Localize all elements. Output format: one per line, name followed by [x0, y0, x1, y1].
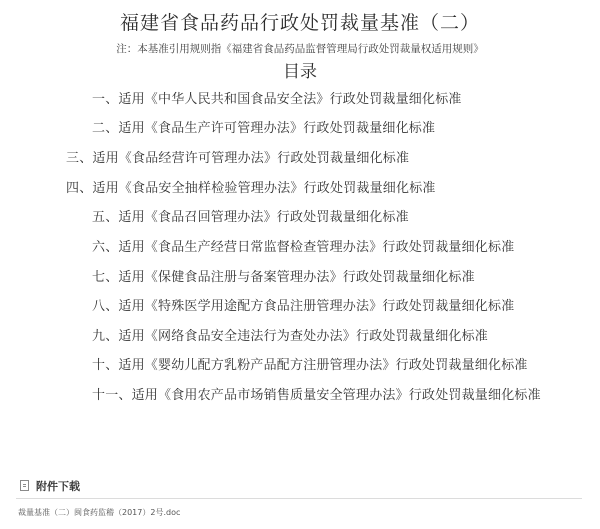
toc-item-7: 七、适用《保健食品注册与备案管理办法》行政处罚裁量细化标准 [92, 270, 475, 285]
attachment-title: 附件下载 [36, 480, 80, 493]
toc-item-6: 六、适用《食品生产经营日常监督检查管理办法》行政处罚裁量细化标准 [92, 240, 515, 255]
toc-item-3: 三、适用《食品经营许可管理办法》行政处罚裁量细化标准 [66, 151, 410, 166]
document-icon [20, 480, 29, 491]
attachment-file-link[interactable]: 裁量基准（二）闽食药监稽（2017）2号.doc [18, 508, 181, 517]
page-note: 注：本基准引用规则指《福建省食品药品监督管理局行政处罚裁量权适用规则》 [116, 43, 484, 55]
toc-item-8: 八、适用《特殊医学用途配方食品注册管理办法》行政处罚裁量细化标准 [92, 299, 515, 314]
toc-item-2: 二、适用《食品生产许可管理办法》行政处罚裁量细化标准 [92, 121, 436, 136]
toc-heading: 目录 [283, 62, 317, 82]
toc-item-1: 一、适用《中华人民共和国食品安全法》行政处罚裁量细化标准 [92, 92, 462, 107]
page-title: 福建省食品药品行政处罚裁量基准（二） [119, 12, 480, 34]
toc-item-9: 九、适用《网络食品安全违法行为查处办法》行政处罚裁量细化标准 [92, 329, 489, 344]
toc-item-10: 十、适用《婴幼儿配方乳粉产品配方注册管理办法》行政处罚裁量细化标准 [92, 358, 528, 373]
attachment-header [16, 476, 582, 499]
toc-item-11: 十一、适用《食用农产品市场销售质量安全管理办法》行政处罚裁量细化标准 [92, 388, 541, 403]
toc-item-4: 四、适用《食品安全抽样检验管理办法》行政处罚裁量细化标准 [66, 181, 436, 196]
toc-item-5: 五、适用《食品召回管理办法》行政处罚裁量细化标准 [92, 210, 409, 225]
